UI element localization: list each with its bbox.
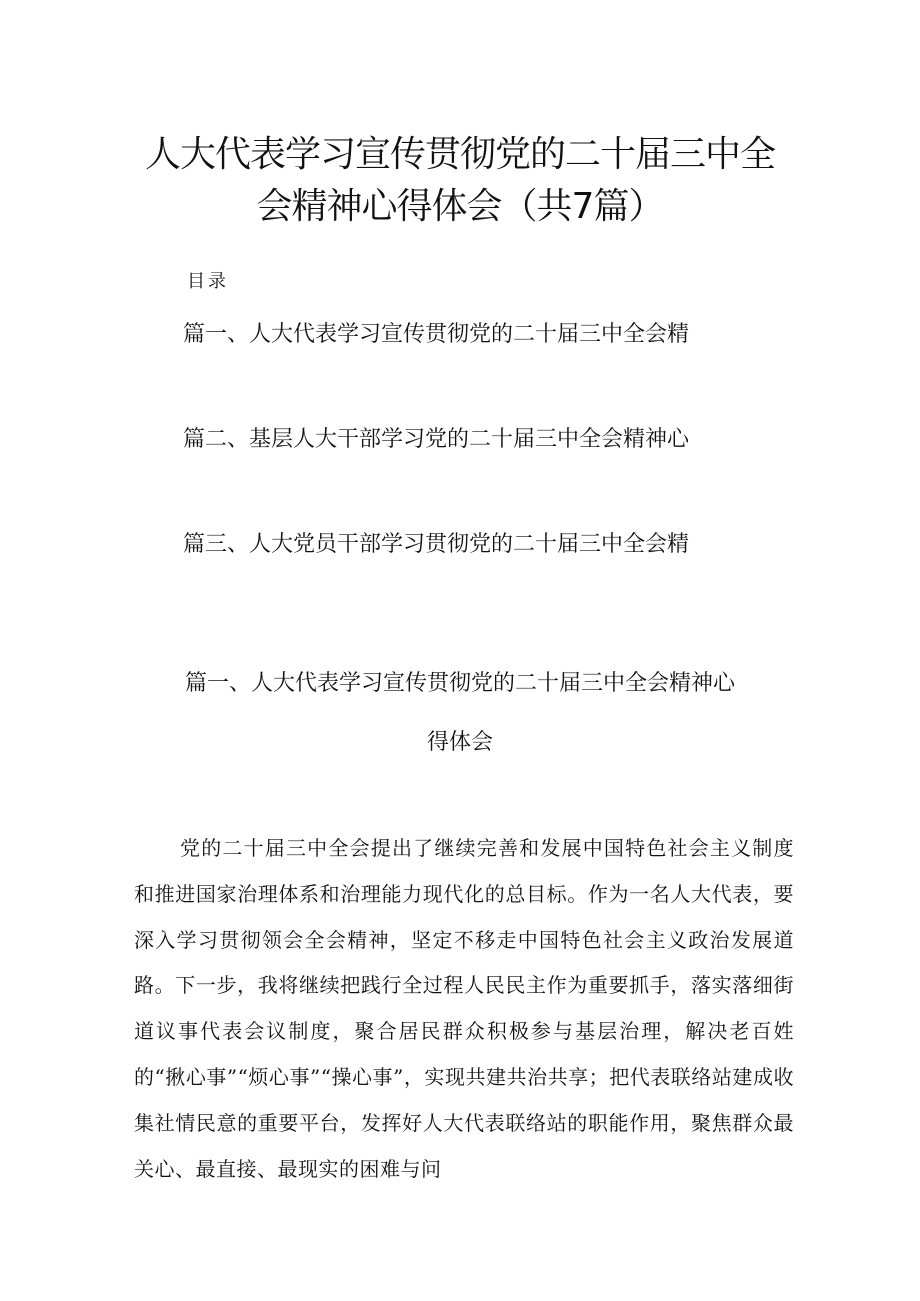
document-title-line-1: 人大代表学习宣传贯彻党的二十届三中全 (144, 134, 775, 175)
toc-item-1[interactable]: 篇一、人大代表学习宣传贯彻党的二十届三中全会精 (183, 322, 690, 347)
toc-item-2[interactable]: 篇二、基层人大干部学习党的二十届三中全会精神心 (183, 427, 690, 452)
toc-heading: 目录 (187, 271, 229, 292)
toc-item-3[interactable]: 篇三、人大党员干部学习贯彻党的二十届三中全会精 (183, 532, 690, 557)
document-title-line-2: 会精神心得体会（共7篇） (256, 186, 664, 227)
section-1-paragraph: 党的二十届三中全会提出了继续完善和发展中国特色社会主义制度和推进国家治理体系和治理能力现代化的总目标。作为一名人大代表，要深入学习贯彻领会全会精神，坚定不移走中国特色社会主义政治发展道路。下一步，我将继续把践行全过程人民民主作为重要抓手，落实落细街道议事代表会议制度，聚合居民群众积极参与基层治理，解决老百姓的“揪心事”“烦心事”“操心事”，实现共建共治共享；把代表联络站建成收集社情民意的重要平台，发挥好人大代表联络站的职能作用，聚焦群众最关心、最直接、最现实的困难与问 (134, 836, 794, 1181)
section-1-heading-line-2: 得体会 (426, 730, 493, 755)
section-1-heading-line-1: 篇一、人大代表学习宣传贯彻党的二十届三中全会精神心 (184, 671, 735, 696)
